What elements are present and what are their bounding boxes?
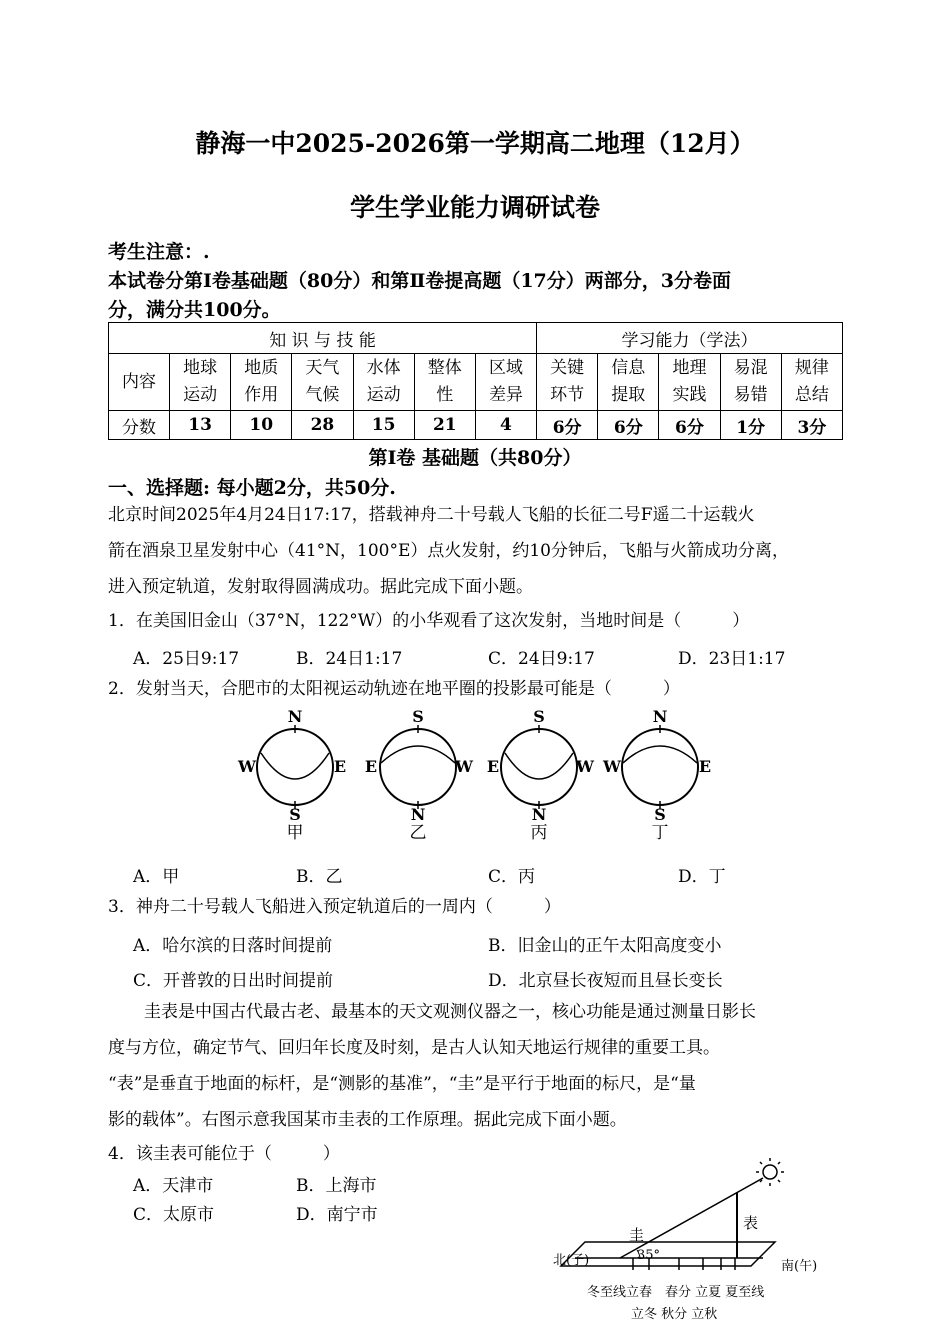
diagram-label: E [486,757,500,776]
angle-label: 35° [637,1248,661,1263]
table-cell-score: 6分 [659,411,720,440]
passage1-line-3: 进入预定轨道，发射取得圆满成功。据此完成下面小题。 [108,577,533,597]
table-cell-score: 10 [231,411,292,440]
passage1-line-1: 北京时间2025年4月24日17:17，搭载神舟二十号载人飞船的长征二号F遥二十运载火 [108,505,755,525]
notice-heading: 考生注意：. [108,241,210,263]
diagram-label: W [455,757,473,776]
section-title: 第Ⅰ卷 基础题（共80分） [368,447,582,469]
south-label: 南(午) [781,1259,818,1274]
table-group-knowledge: 知 识 与 技 能 [109,323,537,354]
biao-label: 表 [743,1214,759,1232]
passage2-line-3: “表”是垂直于地面的标杆，是“测影的基准”，“圭”是平行于地面的标尺，是“量 [108,1074,696,1094]
q1-option-c[interactable]: C．24日9:17 [488,649,595,669]
diagram-label: N [410,805,426,824]
diagram-ding [602,707,711,843]
q2-option-a[interactable]: A．甲 [133,867,180,887]
diagram-label: E [364,757,378,776]
table-cell-header: 关键 环节 [537,354,598,411]
q2-option-c[interactable]: C．丙 [488,867,536,887]
table-cell-score: 21 [414,411,475,440]
table-cell-header: 地球 运动 [170,354,231,411]
notice-line-2: 分，满分共100分。 [108,299,281,321]
diagram-label: N [287,707,303,726]
question-2-stem: 2．发射当天，合肥市的太阳视运动轨迹在地平圈的投影最可能是（ ） [108,679,680,699]
diagram-yi [365,707,474,843]
solar-terms-row-1: 冬至线立春 春分 立夏 夏至线 [587,1285,765,1300]
diagram-label: E [698,757,712,776]
passage2-line-1: 圭表是中国古代最古老、最基本的天文观测仪器之一，核心功能是通过测量日影长 [144,1002,756,1022]
question-4-stem: 4．该圭表可能位于（ ） [108,1144,340,1164]
gui-label: 圭 [629,1226,645,1244]
table-cell-score: 6分 [537,411,598,440]
solar-terms-row-2: 立冬 秋分 立秋 [631,1307,718,1322]
q3-option-d[interactable]: D．北京昼长夜短而且昼长变长 [488,971,723,991]
diagram-bing [487,707,595,843]
table-cell-header: 地理 实践 [659,354,720,411]
q4-option-b[interactable]: B．上海市 [296,1176,377,1196]
question-3-stem: 3．神舟二十号载人飞船进入预定轨道后的一周内（ ） [108,897,561,917]
table-cell-score: 4 [475,411,536,440]
diagram-label: E [333,757,347,776]
notice-line-1: 本试卷分第Ⅰ卷基础题（80分）和第Ⅱ卷提高题（17分）两部分，3分卷面 [108,270,732,292]
diagram-label: N [531,805,547,824]
q2-option-b[interactable]: B．乙 [296,867,343,887]
table-cell-header: 天气 气候 [292,354,353,411]
q1-option-b[interactable]: B．24日1:17 [296,649,403,669]
table-cell-header: 规律 总结 [781,354,842,411]
table-cell-score: 6分 [598,411,659,440]
diagram-label: N [652,707,668,726]
diagram-jia [237,707,346,843]
question-1-stem: 1．在美国旧金山（37°N，122°W）的小华观看了这次发射，当地时间是（ ） [108,611,750,631]
gnomon-diagram [545,1150,835,1330]
table-cell-header: 易混 易错 [720,354,781,411]
diagram-label: S [533,707,545,726]
table-cell-score: 15 [353,411,414,440]
diagram-label: S [654,805,666,824]
sun-icon [756,1158,784,1186]
diagram-label: S [289,805,301,824]
q3-option-b[interactable]: B．旧金山的正午太阳高度变小 [488,936,722,956]
passage2-line-4: 影的载体”。右图示意我国某市圭表的工作原理。据此完成下面小题。 [108,1110,627,1130]
diagram-name: 甲 [286,823,304,843]
table-row-label-score: 分数 [109,411,170,440]
q4-option-c[interactable]: C．太原市 [133,1205,215,1225]
north-label: 北(子) [553,1253,590,1268]
score-table [108,322,843,440]
table-cell-score: 28 [292,411,353,440]
table-group-ability: 学习能力（学法） [537,323,843,354]
q4-option-d[interactable]: D．南宁市 [296,1205,378,1225]
page-subtitle: 学生学业能力调研试卷 [349,193,600,222]
diagram-name: 丙 [530,823,548,843]
table-cell-score: 1分 [720,411,781,440]
diagram-label: W [576,757,594,776]
q4-option-a[interactable]: A．天津市 [133,1176,214,1196]
table-cell-header: 整体 性 [414,354,475,411]
table-cell-header: 地质 作用 [231,354,292,411]
table-cell-header: 信息 提取 [598,354,659,411]
table-row-label-content: 内容 [109,354,170,411]
diagram-label: S [412,707,424,726]
table-cell-header: 水体 运动 [353,354,414,411]
part-heading: 一、选择题: 每小题2分，共50分. [108,477,396,499]
q1-option-a[interactable]: A．25日9:17 [133,649,240,669]
table-cell-score: 13 [170,411,231,440]
diagram-name: 丁 [651,823,669,843]
page-title: 静海一中2025-2026第一学期高二地理（12月） [195,129,755,158]
table-cell-score: 3分 [781,411,842,440]
passage2-line-2: 度与方位，确定节气、回归年长度及时刻，是古人认知天地运行规律的重要工具。 [108,1038,720,1058]
passage1-line-2: 箭在酒泉卫星发射中心（41°N，100°E）点火发射，约10分钟后，飞船与火箭成功分离， [108,541,789,561]
q1-option-d[interactable]: D．23日1:17 [678,649,786,669]
sun-path-diagrams [235,705,725,845]
table-cell-header: 区域 差异 [475,354,536,411]
q3-option-c[interactable]: C．开普敦的日出时间提前 [133,971,334,991]
diagram-label: W [238,757,256,776]
q3-option-a[interactable]: A．哈尔滨的日落时间提前 [133,936,333,956]
diagram-name: 乙 [409,823,427,843]
q2-option-d[interactable]: D．丁 [678,867,726,887]
diagram-label: W [603,757,621,776]
